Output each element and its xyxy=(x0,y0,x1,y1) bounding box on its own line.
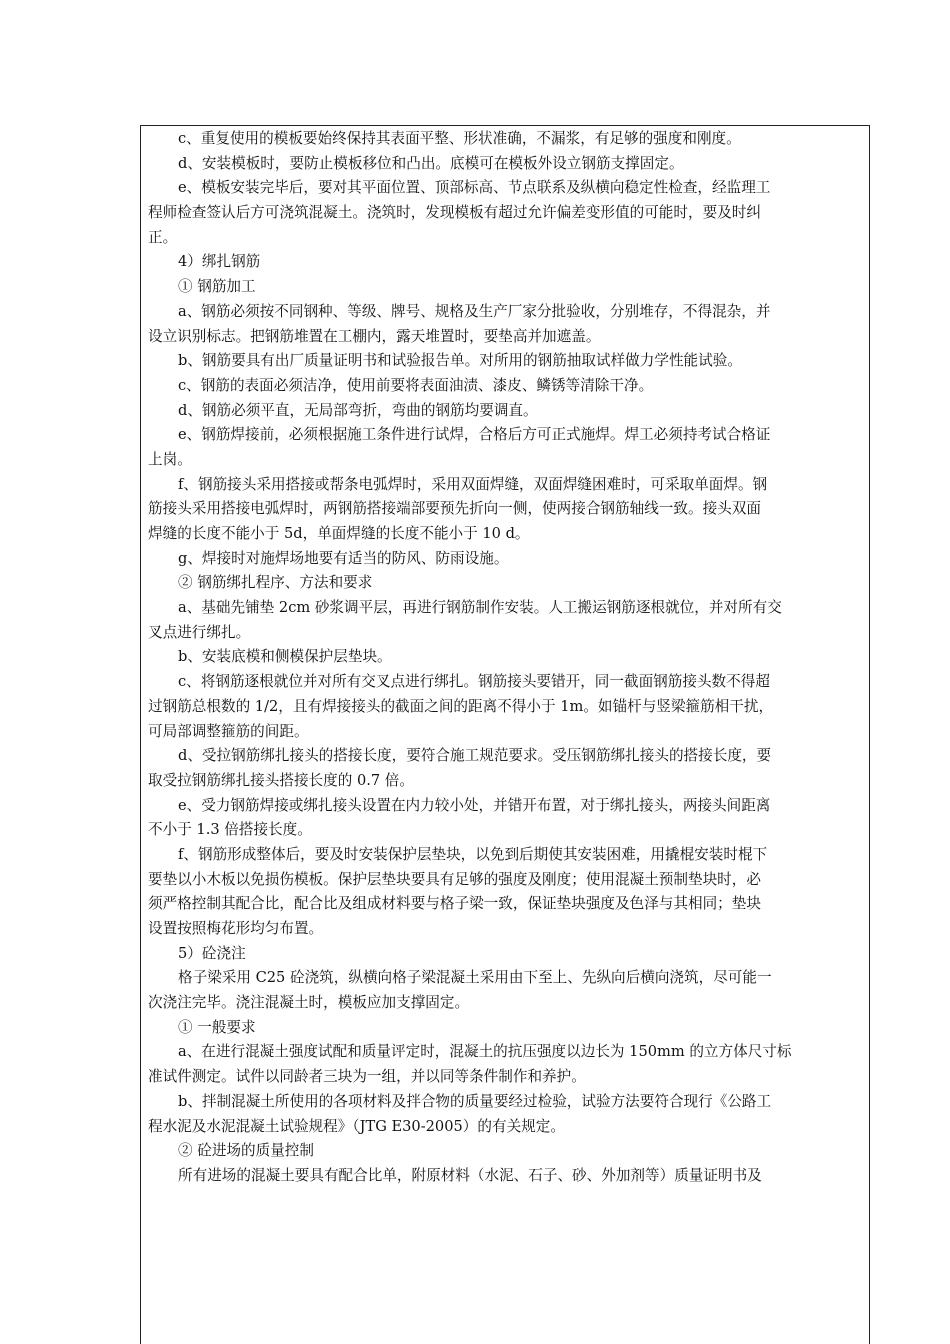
paragraph-line: a、在进行混凝土强度试配和质量评定时，混凝土的抗压强度以边长为 150mm 的立方体尺寸标 xyxy=(178,1043,792,1061)
paragraph-line: 次浇注完毕。浇注混凝土时，模板应加支撑固定。 xyxy=(148,994,470,1012)
paragraph-line: ① 钢筋加工 xyxy=(178,278,256,296)
paragraph-line: a、基础先铺垫 2cm 砂浆调平层，再进行钢筋制作安装。人工搬运钢筋逐根就位，并对所有交 xyxy=(178,599,782,617)
paragraph-line: ① 一般要求 xyxy=(178,1018,256,1036)
paragraph-line: 设置按照梅花形均匀布置。 xyxy=(148,920,324,937)
paragraph-line: 取受拉钢筋绑扎接头搭接长度的 0.7 倍。 xyxy=(148,771,414,789)
paragraph-line: 4）绑扎钢筋 xyxy=(178,253,261,271)
paragraph-line: 叉点进行绑扎。 xyxy=(148,623,251,641)
paragraph-line: c、钢筋的表面必须洁净，使用前要将表面油渍、漆皮、鳞锈等清除干净。 xyxy=(178,376,654,394)
paragraph-line: c、重复使用的模板要始终保持其表面平整、形状准确，不漏浆，有足够的强度和刚度。 xyxy=(178,130,741,147)
paragraph-line: e、模板安装完毕后，要对其平面位置、顶部标高、节点联系及纵横向稳定性检查，经监理工 xyxy=(178,179,771,197)
paragraph-line: c、将钢筋逐根就位并对所有交叉点进行绑扎。钢筋接头要错开，同一截面钢筋接头数不得超 xyxy=(178,673,770,691)
paragraph-line: b、拌制混凝土所使用的各项材料及拌合物的质量要经过检验，试验方法要符合现行《公路工 xyxy=(178,1092,772,1110)
paragraph-line: e、受力钢筋焊接或绑扎接头设置在内力较小处，并错开布置，对于绑扎接头，两接头间距离 xyxy=(178,796,771,814)
paragraph-line: b、安装底模和侧模保护层垫块。 xyxy=(178,648,392,666)
paragraph-line: f、钢筋形成整体后，要及时安装保护层垫块，以免到后期使其安装困难，用撬棍安装时棍下 xyxy=(178,845,768,863)
paragraph-line: 程水泥及水泥混凝土试验规程》（JTG E30-2005）的有关规定。 xyxy=(148,1117,565,1135)
document-body xyxy=(148,127,864,1189)
paragraph-line: 5）砼浇注 xyxy=(178,944,246,962)
paragraph-line: 可局部调整箍筋的间距。 xyxy=(148,722,309,740)
paragraph-line: f、钢筋接头采用搭接或帮条电弧焊时，采用双面焊缝，双面焊缝困难时，可采取单面焊。钢 xyxy=(178,475,768,493)
paragraph-line: a、钢筋必须按不同钢种、等级、牌号、规格及生产厂家分批验收，分别堆存，不得混杂，并 xyxy=(178,302,771,320)
paragraph-line: 焊缝的长度不能小于 5d，单面焊缝的长度不能小于 10 d。 xyxy=(148,525,530,542)
paragraph-line: ② 砼进场的质量控制 xyxy=(178,1142,314,1160)
paragraph-line: e、钢筋焊接前，必须根据施工条件进行试焊，合格后方可正式施焊。焊工必须持考试合格证 xyxy=(178,426,771,444)
paragraph-line: 须严格控制其配合比，配合比及组成材料要与格子梁一致，保证垫块强度及色泽与其相同；垫块 xyxy=(148,895,761,913)
paragraph-line: 设立识别标志。把钢筋堆置在工棚内，露天堆置时，要垫高并加遮盖。 xyxy=(148,327,601,345)
paragraph-line: ② 钢筋绑扎程序、方法和要求 xyxy=(178,574,373,592)
paragraph-line: 筋接头采用搭接电弧焊时，两钢筋搭接端部要预先折向一侧，使两接合钢筋轴线一致。接头双面 xyxy=(148,500,761,518)
paragraph-line: d、安装模板时，要防止模板移位和凸出。底模可在模板外设立钢筋支撑固定。 xyxy=(178,154,684,172)
paragraph-line: 要垫以小木板以免损伤模板。保护层垫块要具有足够的强度及刚度；使用混凝土预制垫块时，必 xyxy=(148,870,761,888)
paragraph-line: d、钢筋必须平直，无局部弯折，弯曲的钢筋均要调直。 xyxy=(178,401,538,419)
paragraph-line: 准试件测定。试件以同龄者三块为一组，并以同等条件制作和养护。 xyxy=(148,1068,586,1086)
paragraph-line: 正。 xyxy=(148,228,178,246)
paragraph-line: 上岗。 xyxy=(148,450,192,468)
paragraph-line: 所有进场的混凝土要具有配合比单，附原材料（水泥、石子、砂、外加剂等）质量证明书及 xyxy=(178,1166,762,1184)
paragraph-line: 程师检查签认后方可浇筑混凝土。浇筑时，发现模板有超过允许偏差变形值的可能时，要及时纠 xyxy=(148,204,761,222)
paragraph-line: g、焊接时对施焊场地要有适当的防风、防雨设施。 xyxy=(178,549,509,567)
paragraph-line: 格子梁采用 C25 砼浇筑，纵横向格子梁混凝土采用由下至上、先纵向后横向浇筑，尽可能一 xyxy=(178,969,772,987)
paragraph-line: 不小于 1.3 倍搭接长度。 xyxy=(148,821,312,839)
paragraph-line: d、受拉钢筋绑扎接头的搭接长度，要符合施工规范要求。受压钢筋绑扎接头的搭接长度，要 xyxy=(178,747,772,765)
paragraph-line: 过钢筋总根数的 1/2，且有焊接接头的截面之间的距离不得小于 1m。如锚杆与竖梁箍筋相干扰， xyxy=(148,697,774,715)
paragraph-line: b、钢筋要具有出厂质量证明书和试验报告单。对所用的钢筋抽取试样做力学性能试验。 xyxy=(178,352,742,370)
